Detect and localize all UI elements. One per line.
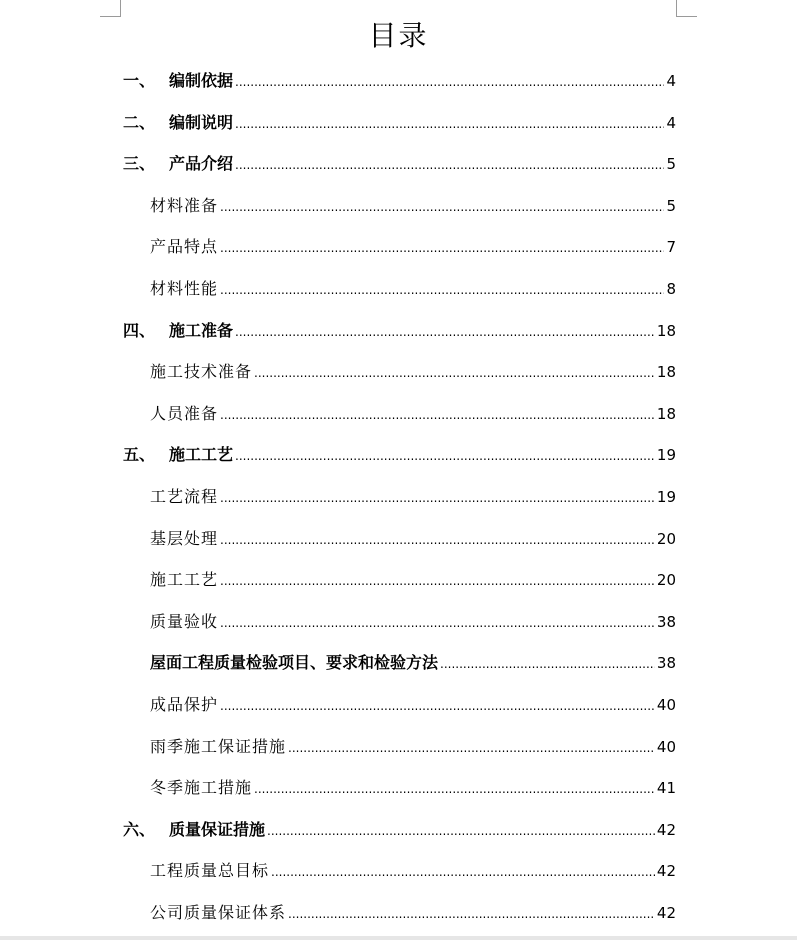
toc-dot-leader (271, 852, 655, 894)
toc-entry-label: 产品介绍 (169, 154, 234, 174)
toc-entry-label: 材料性能 (150, 278, 219, 298)
toc-section-entry[interactable] (123, 226, 676, 268)
toc-entry-page-number: 18 (656, 363, 676, 382)
toc-dot-leader (254, 769, 655, 811)
toc-entry-page-number: 5 (666, 196, 676, 215)
toc-entry-page-number: 42 (656, 862, 676, 881)
toc-section-entry[interactable] (123, 892, 676, 934)
toc-entry-label: 工艺流程 (150, 486, 219, 506)
toc-entry-page-number: 18 (656, 404, 676, 423)
toc-entry-label: 工程质量总目标 (150, 861, 270, 881)
toc-entry-number: 四、 (123, 320, 156, 340)
toc-section-entry[interactable] (123, 642, 676, 684)
toc-entry-page-number: 42 (656, 903, 676, 922)
toc-entry-label: 人员准备 (150, 403, 219, 423)
toc-entry-page-number: 40 (656, 737, 676, 756)
toc-chapter-entry[interactable] (123, 809, 676, 851)
toc-entry-number: 六、 (123, 819, 156, 839)
toc-section-entry[interactable] (123, 601, 676, 643)
toc-section-entry[interactable] (123, 268, 676, 310)
toc-dot-leader (235, 145, 664, 187)
toc-section-entry[interactable] (123, 393, 676, 435)
toc-entry-page-number: 40 (656, 695, 676, 714)
toc-section-entry[interactable] (123, 185, 676, 227)
toc-dot-leader (220, 686, 655, 728)
toc-entry-page-number: 38 (656, 612, 676, 631)
toc-entry-label: 施工技术准备 (150, 362, 253, 382)
toc-entry-label: 施工工艺 (169, 445, 234, 465)
toc-section-entry[interactable] (123, 351, 676, 393)
crop-mark-top-left (100, 0, 121, 17)
toc-dot-leader (440, 644, 655, 686)
toc-entry-page-number: 18 (656, 321, 676, 340)
toc-entry-number: 二、 (123, 112, 156, 132)
toc-entry-label: 雨季施工保证措施 (150, 736, 287, 756)
toc-entry-number: 一、 (123, 71, 156, 90)
toc-entry-label: 屋面工程质量检验项目、要求和检验方法 (150, 653, 439, 673)
toc-entry-page-number: 4 (666, 72, 676, 90)
toc-dot-leader (235, 62, 664, 104)
toc-entry-page-number: 41 (656, 779, 676, 798)
toc-dot-leader (267, 811, 655, 853)
toc-dot-leader (220, 270, 664, 312)
toc-entry-number: 五、 (123, 445, 156, 465)
toc-chapter-entry[interactable] (123, 143, 676, 185)
toc-entry-label: 材料准备 (150, 195, 219, 215)
toc-dot-leader (220, 561, 655, 603)
toc-dot-leader (235, 436, 655, 478)
toc-dot-leader (235, 312, 655, 354)
toc-entry-page-number: 42 (656, 820, 676, 839)
toc-entry-label: 质量保证措施 (169, 819, 266, 839)
toc-entry-number: 三、 (123, 154, 156, 174)
toc-dot-leader (288, 728, 655, 770)
toc-entry-page-number: 20 (656, 529, 676, 548)
toc-section-entry[interactable] (123, 518, 676, 560)
toc-entry-page-number: 8 (666, 279, 676, 298)
page-bottom-edge (0, 936, 797, 940)
toc-chapter-entry[interactable] (123, 434, 676, 476)
toc-dot-leader (254, 353, 655, 395)
toc-section-entry[interactable] (123, 726, 676, 768)
toc-dot-leader (220, 187, 664, 229)
toc-chapter-entry[interactable] (123, 102, 676, 144)
toc-entry-label: 冬季施工措施 (150, 778, 253, 798)
toc-entry-label: 施工工艺 (150, 570, 219, 590)
table-of-contents (123, 60, 676, 933)
toc-entry-page-number: 5 (666, 155, 676, 174)
toc-section-entry[interactable] (123, 850, 676, 892)
toc-dot-leader (220, 228, 664, 270)
toc-dot-leader (220, 520, 655, 562)
toc-dot-leader (220, 395, 655, 437)
page-title: 目录 (368, 19, 429, 52)
toc-entry-page-number: 19 (656, 446, 676, 465)
toc-entry-label: 编制依据 (169, 71, 234, 90)
toc-entry-page-number: 4 (666, 113, 676, 132)
toc-dot-leader (235, 104, 664, 146)
toc-dot-leader (220, 478, 655, 520)
toc-section-entry[interactable] (123, 476, 676, 518)
toc-entry-page-number: 7 (666, 238, 676, 257)
toc-chapter-entry[interactable] (123, 310, 676, 352)
toc-entry-label: 成品保护 (150, 694, 219, 714)
toc-chapter-entry[interactable] (123, 60, 676, 102)
toc-entry-page-number: 20 (656, 571, 676, 590)
toc-section-entry[interactable] (123, 684, 676, 726)
toc-section-entry[interactable] (123, 767, 676, 809)
toc-dot-leader (220, 603, 655, 645)
toc-entry-label: 基层处理 (150, 528, 219, 548)
toc-dot-leader (288, 894, 655, 936)
toc-entry-page-number: 38 (656, 654, 676, 673)
toc-entry-label: 编制说明 (169, 112, 234, 132)
toc-entry-label: 产品特点 (150, 237, 219, 257)
crop-mark-top-right (676, 0, 697, 17)
toc-entry-label: 施工准备 (169, 320, 234, 340)
toc-entry-label: 质量验收 (150, 611, 219, 631)
toc-section-entry[interactable] (123, 559, 676, 601)
toc-entry-page-number: 19 (656, 487, 676, 506)
toc-entry-label: 公司质量保证体系 (150, 902, 287, 922)
